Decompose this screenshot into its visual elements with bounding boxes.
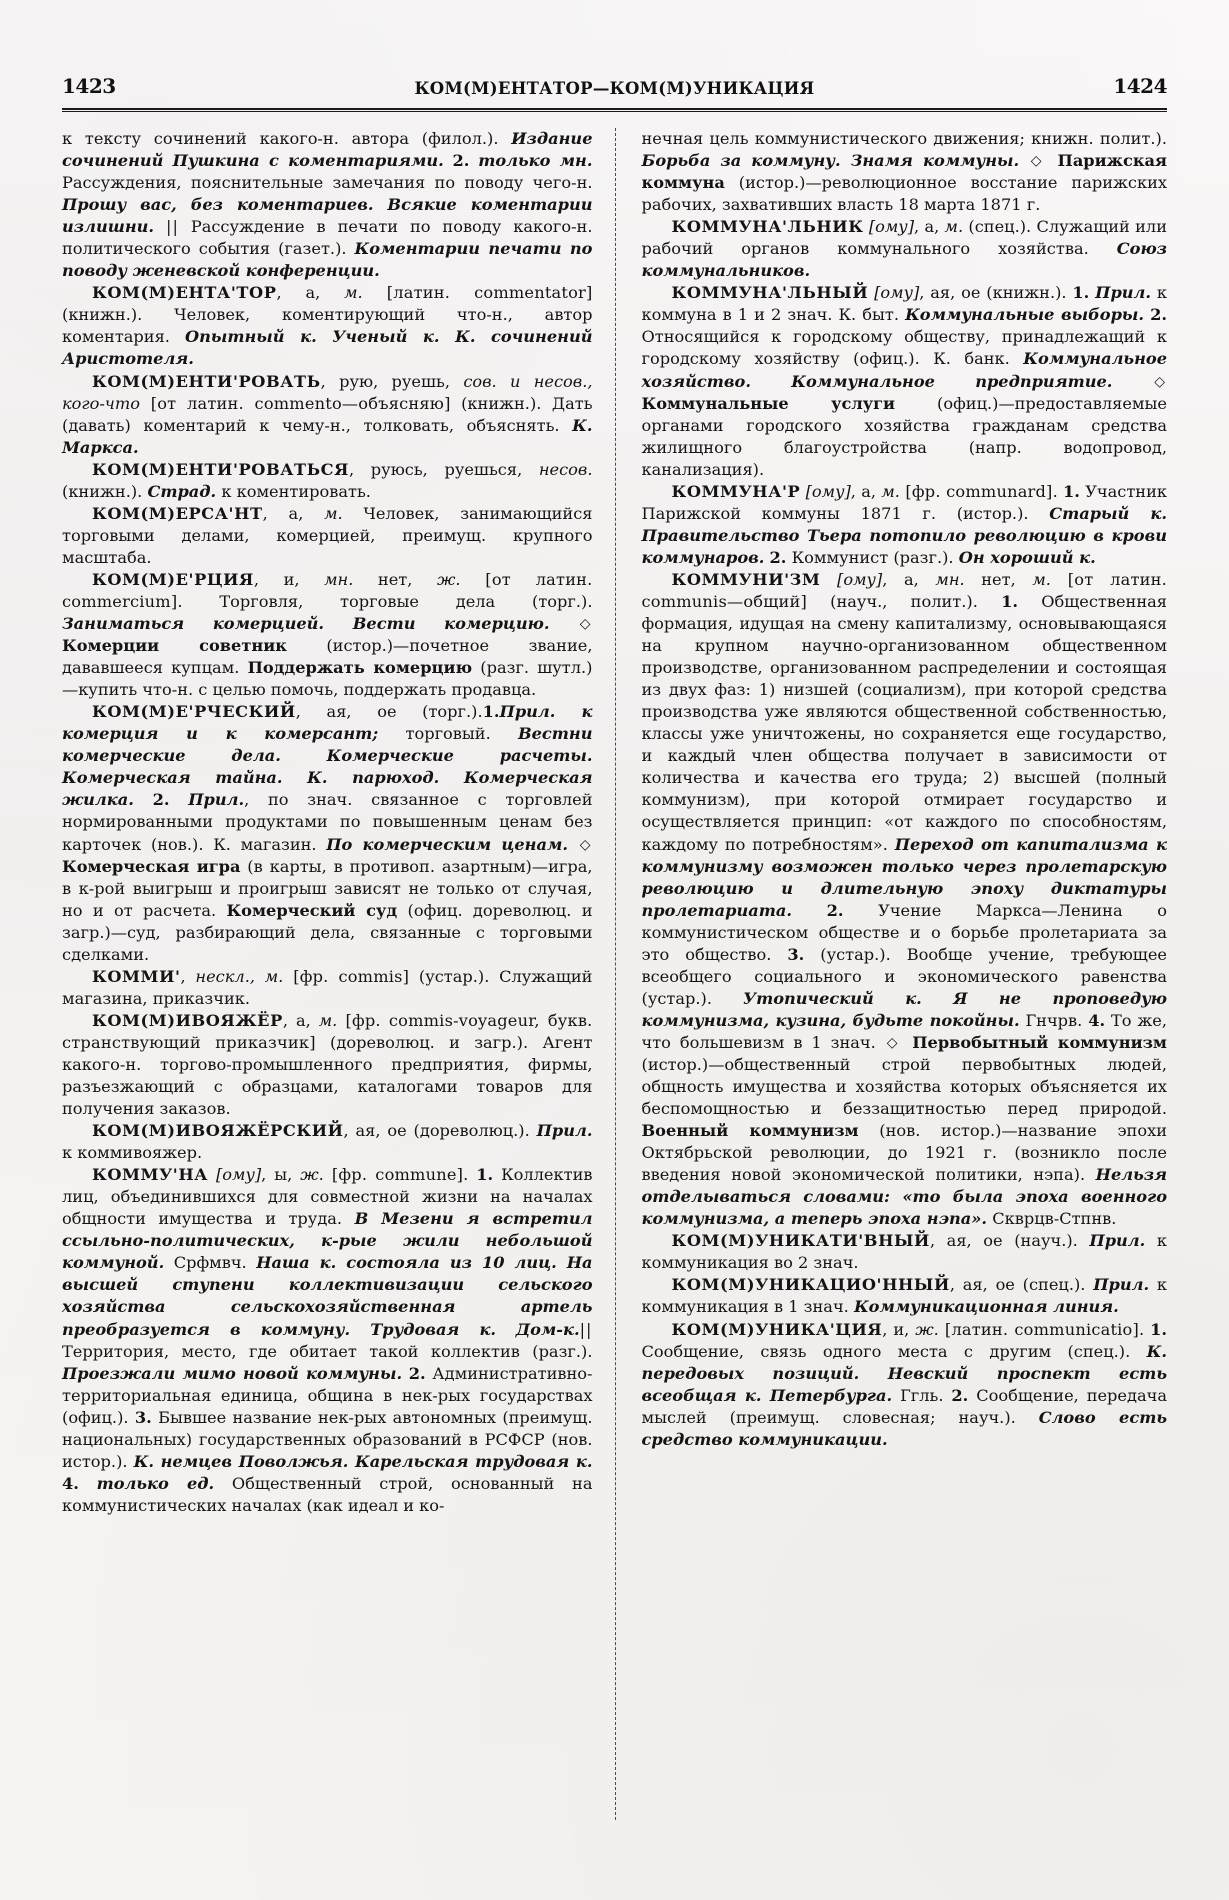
sense-text: То же, что большевизм в 1 знач.	[641, 1010, 1167, 1052]
sense-number: 2.	[951, 1385, 969, 1405]
pronunciation-bracket: [ому]	[800, 481, 851, 501]
sense-text: (устар.). Вообще учение, требующее всеобщего социального и экономического равенства (устар.).	[641, 944, 1167, 1008]
etymology: [фр. commis-voyageur, букв. странствующий приказчик]	[62, 1010, 593, 1052]
headword: КОММУНА'ЛЬНИК	[671, 217, 864, 237]
column-left	[62, 128, 615, 1820]
subentry-label: Поддержать комерцию	[247, 658, 473, 678]
definition: Человек, коментирующий что-н., автор коментария.	[62, 305, 593, 347]
sense-number: 1.	[1063, 481, 1080, 501]
sense-text: Общественный строй, основанный на коммунистических началах (как идеал и ко-	[62, 1473, 593, 1515]
entry-kommentirovatsya	[62, 459, 593, 503]
text-columns	[62, 128, 1167, 1820]
grammar-italic: м.	[944, 217, 964, 237]
sense-text: Общественная формация, идущая на смену капитализму, основывающаяся на крупном научно-организованном общественном производстве, организованном распределении и состоящая из двух фаз: 1) низшей (социализм), при которой средства производства уже являются общественной собственностью, классы уже уничтожены, но сохраняется еще государство, и каждый член общества получает в зависимости от количества и качества его труда; 2) высшей (полный коммунизм), при которой отмирает государство и осуществляется принцип: «от каждого по способностям, каждому по потребностям».	[641, 591, 1167, 854]
definition: к коммивояжер.	[62, 1143, 203, 1163]
example-roman: К. быт.	[838, 305, 906, 325]
headword: КОММУНИ'ЗМ	[671, 569, 821, 589]
grammar: , а,	[282, 1010, 319, 1030]
grammar: ,	[180, 966, 196, 986]
entry-kommercheskij	[62, 701, 593, 966]
definition: .	[463, 1165, 469, 1185]
folio-left: 1423	[62, 74, 116, 98]
headword: КОММУНА'ЛЬНЫЙ	[671, 283, 869, 303]
cont-text-2: Рассуждения, пояснительные замечания по поводу чего-н.	[62, 173, 593, 193]
cont-italic-1: Издание сочинений Пушкина с коментариями.	[62, 129, 593, 171]
etymology: [фр. commune]	[323, 1165, 464, 1185]
grammar-italic: ж.	[300, 1165, 324, 1185]
entry-kommunalnik	[642, 216, 1168, 282]
sense-text: Сообщение, передача мыслей (преимущ. словесная; науч.).	[641, 1385, 1167, 1427]
sense-number: 2.	[769, 547, 787, 567]
grammar-2: нет,	[964, 569, 1033, 589]
sense-italic: только ед.	[96, 1473, 215, 1493]
grammar-italic: несов.	[538, 459, 593, 479]
grammar: , ая, ое (дореволюц.).	[343, 1121, 537, 1141]
sense-text: к коммуна в 1 и 2 знач.	[641, 283, 1167, 325]
cont-italic-1: Борьба за коммуну. Знамя коммуны.	[641, 151, 1020, 171]
headword: КОМ(М)Е'РЦИЯ	[92, 569, 254, 589]
headword: КОМ(М)Е'РЧЕСКИЙ	[92, 702, 296, 722]
entry-kommunikacionnyj	[642, 1274, 1168, 1318]
entry-kommivoyazher	[62, 1010, 593, 1120]
examples: К. передовых позиций. Невский проспект есть всеобщая к. Петербурга.	[641, 1341, 1167, 1405]
grammar: , а,	[882, 569, 936, 589]
sense-text: Административно-территориальная единица, община в нек-рых государствах (офиц.).	[62, 1363, 593, 1427]
grammar-italic: м.	[324, 503, 343, 523]
entry-kommunikativnyj	[642, 1230, 1168, 1274]
subentry-label: Комерции советник	[62, 636, 287, 656]
examples: К. немцев Поволжья. Карельская трудовая к.	[133, 1451, 593, 1471]
sense-text: Коллектив лиц, объединившихся для совместной жизни на началах общности имущества и труда.	[62, 1165, 593, 1229]
page-header	[62, 62, 1167, 98]
pronunciation-bracket: [ому]	[863, 217, 915, 237]
subentry-label: Военный коммунизм	[641, 1121, 859, 1141]
sense-number: 1.	[1150, 1319, 1167, 1339]
citation-source: Дом-к.	[515, 1319, 580, 1339]
lozenge-icon: ◇	[886, 1034, 902, 1051]
pipe-divider: ||	[579, 1319, 593, 1339]
cont-text-1: к тексту сочинений какого-н. автора (филол.).	[62, 129, 499, 148]
citation-source: Ггль.	[900, 1385, 944, 1405]
sense-number-2: 2.	[452, 151, 470, 171]
sense-italic: Прил. к комерция и к комерсант;	[62, 702, 593, 744]
definition-italic: Страд.	[147, 481, 217, 501]
definition: .	[1139, 1319, 1145, 1339]
etymology: [от латин. commento—объясняю]	[139, 393, 451, 413]
sense-text: торговый.	[378, 724, 518, 744]
usage-label: (дореволюц. и загр.).	[315, 1032, 543, 1052]
lozenge-icon: ◇	[579, 616, 591, 633]
subentry-label: Коммунальные услуги	[641, 393, 896, 413]
headword: КОМ(М)УНИКА'ЦИЯ	[671, 1319, 883, 1339]
sense-number: 4.	[1088, 1010, 1106, 1030]
sense-number: 4.	[62, 1473, 79, 1493]
grammar-italic: мн.	[935, 569, 965, 589]
pronunciation-bracket: [ому]	[868, 283, 920, 303]
grammar: , ая, ое (торг.).	[295, 702, 483, 722]
pronunciation-bracket: [ому]	[820, 569, 883, 589]
grammar-italic: м.	[881, 481, 900, 501]
sense-text: Учение Маркса—Ленина о коммунистическом обществе и о борьбе пролетариата за это общество.	[641, 900, 1167, 964]
definition: . Торговля, торговые дела (торг.).	[177, 591, 593, 611]
subentry-note: (истор.)—общественный строй первобытных людей, общность имущества и хозяйства которых объясняется их беспомощностью и беззащитностью перед природой.	[641, 1054, 1167, 1119]
cont-italic-2: только мн.	[478, 151, 593, 171]
entry-kommi	[62, 966, 593, 1010]
citation-source: Срфмвч.	[173, 1253, 247, 1273]
entry-kommunar	[642, 481, 1168, 569]
headword: КОММУНА'Р	[671, 481, 801, 501]
grammar: , а,	[914, 217, 945, 237]
examples: Переход от капитализма к коммунизму возможен только через пролетарскую революцию и длительную эпоху диктатуры пролетариата.	[641, 834, 1167, 920]
grammar-italic-2: ж.	[436, 569, 461, 589]
subentry-label: Комерческий суд	[226, 900, 398, 920]
entry-kommunizm	[642, 569, 1168, 1230]
grammar-italic: м.	[318, 1010, 338, 1030]
usage-label: (книжн.).	[450, 393, 552, 413]
definition: Служащий магазина, приказчик.	[62, 966, 593, 1008]
sense-number: 3.	[134, 1407, 152, 1427]
examples: Коммунальное хозяйство. Коммунальное предприятие.	[641, 349, 1167, 391]
sense-text: Относящийся к городскому обществу, принадлежащий к городскому хозяйству (офиц.).	[641, 327, 1167, 369]
etymology: [латин. commentator]	[362, 283, 593, 303]
headword: КОМ(М)УНИКАЦИО'ННЫЙ	[671, 1275, 950, 1295]
definition-italic: Прил.	[1089, 1231, 1146, 1251]
examples: Наша к. состояла из 10 лиц. На высшей ступени коллективизации сельского хозяйства сельскохозяйственная артель преобразуется в коммуну. Трудовая к.	[62, 1253, 593, 1339]
pipe-divider: ||	[165, 217, 179, 237]
subentry-label: Парижская коммуна	[641, 151, 1167, 193]
etymology: [фр. communard]	[899, 481, 1053, 501]
cont-text-3: Рассуждение в печати по поводу какого-н. политического события (газет.).	[62, 217, 593, 259]
definition: к коммуникация в 1 знач.	[641, 1275, 1168, 1317]
grammar: , ы,	[261, 1165, 301, 1185]
usage-label: (спец.).	[963, 217, 1037, 237]
sense-number: 1.	[1001, 591, 1018, 611]
examples: Заниматься комерцией. Вести комерцию.	[62, 614, 550, 634]
subentry-label: Первобытный коммунизм	[912, 1032, 1167, 1052]
example-roman: К. магазин.	[213, 834, 327, 854]
definition: Дать (давать) коментарий к чему-н., толковать, объяснять.	[62, 393, 593, 435]
etymology: [от латин. commercium]	[62, 569, 593, 611]
sense-number: 2.	[826, 900, 844, 920]
sense-text: , по знач. связанное с торговлей нормированными продуктами по повышенным ценам без карточек (нов.).	[62, 790, 593, 854]
headword: КОМ(М)УНИКАТИ'ВНЫЙ	[671, 1231, 930, 1251]
sense-italic: Прил.	[1095, 283, 1152, 303]
grammar: , ая, ое (спец.).	[949, 1275, 1094, 1295]
definition: .	[1052, 481, 1058, 501]
examples: Он хороший к.	[958, 547, 1096, 567]
cont-italic-3: Прошу вас, без коментариев. Всякие коментарии излишни.	[62, 195, 593, 237]
usage-label: (книжн.).	[62, 481, 148, 501]
grammar: , а,	[262, 503, 325, 523]
grammar: , а,	[276, 283, 345, 303]
sense-number: 2.	[1150, 305, 1168, 325]
headword: КОМ(М)ИВОЯЖЁРСКИЙ	[92, 1121, 344, 1141]
cont-italic-4: Коментарии печати по поводу женевской конференции.	[62, 239, 593, 281]
sense-number: 1.	[1072, 283, 1090, 303]
usage-label: (науч., полит.).	[806, 591, 978, 611]
continuation-paragraph	[62, 128, 593, 282]
definition: Человек, занимающийся торговыми делами, комерцией, преимущ. крупного масштаба.	[62, 503, 593, 567]
lozenge-icon: ◇	[579, 836, 591, 853]
grammar-italic: сов. и несов., кого-что	[62, 371, 593, 413]
grammar-italic: мн.	[324, 569, 354, 589]
definition: к коментировать.	[216, 481, 371, 501]
headword: КОМ(М)ЕРСА'НТ	[92, 503, 263, 523]
subentry-note: (истор.)—почетное звание, дававшееся купцам.	[62, 636, 593, 678]
definition-italic: Прил.	[536, 1121, 593, 1141]
lozenge-icon: ◇	[1154, 373, 1165, 390]
sense-text: Коммунист (разг.).	[791, 547, 959, 567]
subentry-note: (офиц. дореволюц. и загр.)—суд, разбирающий дела, связанные с торговыми сделками.	[62, 900, 593, 964]
headword: КОММИ'	[92, 966, 181, 986]
examples: Слово есть средство коммуникации.	[641, 1407, 1167, 1449]
entry-kommercia	[62, 569, 593, 701]
examples: Союз коммунальников.	[641, 239, 1167, 281]
subentry-note: (офиц.)—предоставляемые органами городского хозяйства гражданам средства жилищного благоустройства (напр. водопровод, канализация).	[641, 393, 1167, 479]
examples: К. Маркса.	[62, 415, 593, 457]
grammar: , ая, ое (книжн.).	[919, 283, 1067, 303]
cont-text-1: нечная цель коммунистического движения; книжн. полит.).	[641, 129, 1167, 148]
example-roman: К. банк.	[933, 349, 1024, 369]
sense-number: 2.	[408, 1363, 426, 1383]
definition-italic: Прил.	[1093, 1275, 1150, 1295]
examples: Вестни комерческие дела. Комерческие расчеты. Комерческая тайна. К. парюход. Комерческая жилка.	[62, 724, 593, 810]
grammar: , ая, ое (науч.).	[929, 1231, 1090, 1251]
sense-italic: Прил.	[188, 790, 245, 810]
examples: Опытный к. Ученый к. К. сочинений Аристотеля.	[62, 327, 593, 369]
grammar: , а,	[850, 481, 882, 501]
sense-text: Бывшее название нек-рых автономных (преимущ. национальных) государственных образований в РСФСР (нов. истор.).	[62, 1407, 593, 1471]
examples: В Мезени я встретил ссыльно-политических, к-рые жили небольшой коммуной.	[62, 1209, 593, 1273]
examples: Коммуникационная линия.	[853, 1297, 1119, 1317]
sense-number: 1.	[476, 1165, 494, 1185]
examples: Коммунальные выборы.	[905, 305, 1145, 325]
sense-number: 3.	[787, 944, 805, 964]
entry-kommersant	[62, 503, 593, 569]
grammar: , и,	[253, 569, 325, 589]
definition: к коммуникация во 2 знач.	[641, 1231, 1167, 1273]
usage-label: (устар.).	[409, 966, 500, 986]
subentry-note: (нов. истор.)—название эпохи Октябрьской революции, до 1921 г. (возникло после введения новой экономической политики, нэпа).	[641, 1121, 1167, 1185]
entry-kommentator	[62, 282, 593, 370]
lozenge-icon: ◇	[1030, 153, 1046, 170]
sense-number: 2.	[152, 790, 170, 810]
subentry-note: (истор.)—революционное восстание парижских рабочих, захвативших власть 18 марта 1871 г.	[641, 173, 1167, 215]
examples: Старый к. Правительство Тьера потопило революцию в крови коммунаров.	[641, 503, 1167, 567]
headword: КОМ(М)ИВОЯЖЁР	[92, 1010, 283, 1030]
subentry-label: Комерческая игра	[62, 856, 241, 876]
examples: Нельзя отделываться словами: «то была эпоха военного коммунизма, а теперь эпоха нэпа».	[641, 1165, 1167, 1229]
sense-text: Участник Парижской коммуны 1871 г. (истор.).	[641, 481, 1168, 523]
examples: По комерческим ценам.	[326, 834, 568, 854]
etymology: [фр. commis]	[283, 966, 410, 986]
grammar: , и,	[882, 1319, 916, 1339]
running-head: КОМ(М)ЕНТАТОР—КОМ(М)УНИКАЦИЯ	[414, 79, 815, 98]
etymology: [от латин. communis—общий]	[641, 569, 1167, 611]
grammar-2: нет,	[353, 569, 437, 589]
examples: Проезжали мимо новой коммуны.	[62, 1363, 403, 1383]
pronunciation-bracket: [ому]	[208, 1165, 262, 1185]
folio-right: 1424	[1113, 74, 1167, 98]
usage-label: (книжн.).	[62, 305, 175, 325]
sense-text: Сообщение, связь одного места с другим (спец.).	[641, 1341, 1147, 1361]
sense-number: 1.	[482, 702, 500, 722]
headword: КОМ(М)ЕНТИ'РОВАТЬСЯ	[92, 459, 350, 479]
header-rule	[62, 108, 1167, 113]
citation-source: Гнчрв.	[1025, 1010, 1083, 1030]
grammar: , руюсь, руешься,	[349, 459, 539, 479]
headword: КОМ(М)ЕНТА'ТОР	[92, 283, 277, 303]
grammar-italic: ж.	[915, 1319, 939, 1339]
grammar-italic-2: м.	[1032, 569, 1051, 589]
column-right	[615, 128, 1168, 1820]
entry-kommivoyazherskij	[62, 1120, 593, 1164]
entry-kommuna	[62, 1164, 593, 1517]
entry-kommunalnyj	[642, 282, 1168, 480]
grammar-italic: м.	[344, 283, 363, 303]
subentry-note: (разг. шутл.)—купить что-н. с целью помочь, поддержать продавца.	[62, 658, 593, 700]
subentry-note: (в карты, в противоп. азартным)—игра, в к-рой выигрыш и проигрыш зависят не только от случая, но и от расчета.	[62, 856, 593, 920]
headword: КОММУ'НА	[92, 1165, 209, 1185]
entry-kommunikaciya	[642, 1319, 1168, 1451]
sense-text: Территория, место, где обитает такой коллектив (разг.).	[62, 1341, 593, 1361]
grammar: , рую, руешь,	[320, 371, 464, 391]
examples: Утопический к. Я не проповедую коммунизма, кузина, будьте покойны.	[641, 988, 1167, 1030]
etymology: [латин. communicatio]	[938, 1319, 1139, 1339]
definition: Служащий или рабочий органов коммунального хозяйства.	[641, 217, 1167, 259]
citation-source: Скврцв-Стпнв.	[992, 1209, 1117, 1229]
continuation-paragraph	[642, 128, 1168, 216]
headword: КОМ(М)ЕНТИ'РОВАТЬ	[92, 371, 321, 391]
definition: Агент какого-н. торгово-промышленного предприятия, фирмы, разъезжающий с образцами, каталогами товаров для получения заказов.	[62, 1032, 593, 1119]
entry-kommentirovat	[62, 371, 593, 459]
grammar-italic: нескл., м.	[195, 966, 284, 986]
